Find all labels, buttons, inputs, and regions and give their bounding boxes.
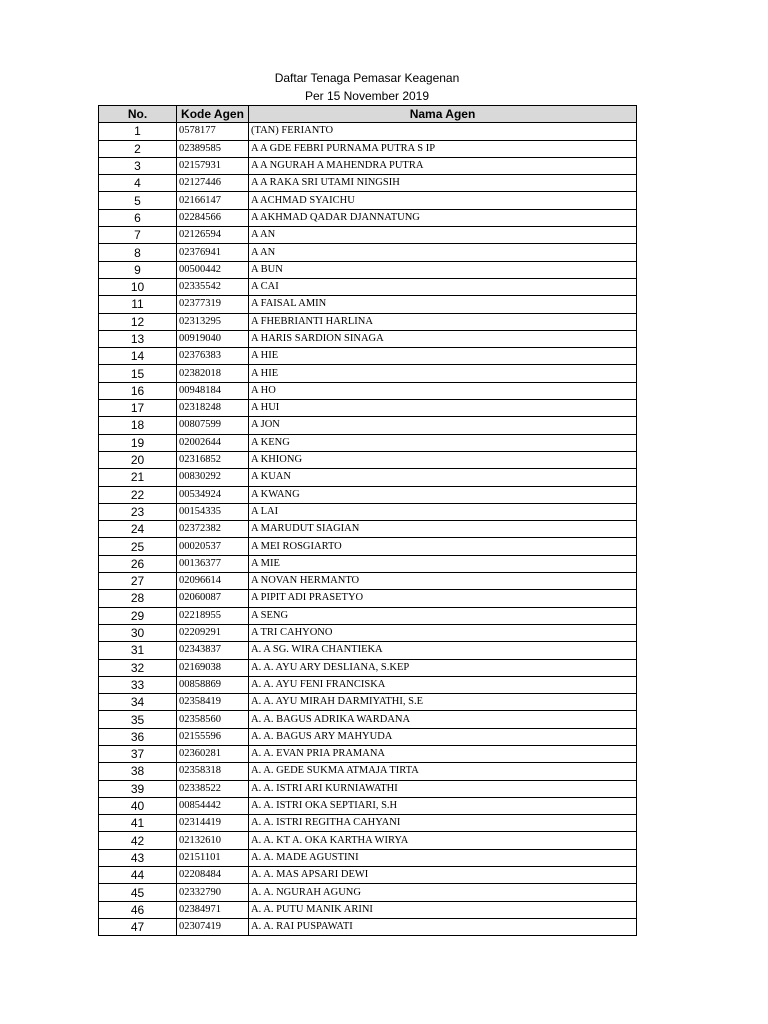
table-row bbox=[99, 503, 637, 520]
cell-nama-agen: A HIE bbox=[249, 348, 637, 365]
cell-no: 44 bbox=[99, 867, 177, 884]
cell-nama-agen: A A RAKA SRI UTAMI NINGSIH bbox=[249, 175, 637, 192]
table-row bbox=[99, 278, 637, 295]
cell-no: 19 bbox=[99, 434, 177, 451]
cell-no: 10 bbox=[99, 278, 177, 295]
cell-nama-agen: A. A. ISTRI REGITHA CAHYANI bbox=[249, 815, 637, 832]
table-row bbox=[99, 901, 637, 918]
cell-kode-agen: 02060087 bbox=[177, 590, 249, 607]
document-title: Daftar Tenaga Pemasar Keagenan bbox=[274, 71, 460, 85]
cell-nama-agen: A NOVAN HERMANTO bbox=[249, 573, 637, 590]
cell-nama-agen: A AN bbox=[249, 227, 637, 244]
header-no: No. bbox=[99, 106, 177, 123]
table-row bbox=[99, 451, 637, 468]
table-row bbox=[99, 192, 637, 209]
table-row bbox=[99, 867, 637, 884]
cell-kode-agen: 02169038 bbox=[177, 659, 249, 676]
table-row bbox=[99, 227, 637, 244]
cell-kode-agen: 02307419 bbox=[177, 918, 249, 935]
cell-kode-agen: 02002644 bbox=[177, 434, 249, 451]
cell-nama-agen: A SENG bbox=[249, 607, 637, 624]
cell-no: 46 bbox=[99, 901, 177, 918]
table-row bbox=[99, 763, 637, 780]
cell-nama-agen: A BUN bbox=[249, 261, 637, 278]
cell-no: 31 bbox=[99, 642, 177, 659]
cell-kode-agen: 02376941 bbox=[177, 244, 249, 261]
cell-nama-agen: A. A. BAGUS ARY MAHYUDA bbox=[249, 728, 637, 745]
cell-no: 45 bbox=[99, 884, 177, 901]
cell-nama-agen: A KHIONG bbox=[249, 451, 637, 468]
cell-no: 16 bbox=[99, 382, 177, 399]
cell-kode-agen: 00830292 bbox=[177, 469, 249, 486]
table-row bbox=[99, 832, 637, 849]
cell-nama-agen: A A GDE FEBRI PURNAMA PUTRA S IP bbox=[249, 140, 637, 157]
cell-kode-agen: 02358419 bbox=[177, 694, 249, 711]
cell-nama-agen: A MEI ROSGIARTO bbox=[249, 538, 637, 555]
table-row bbox=[99, 728, 637, 745]
cell-no: 23 bbox=[99, 503, 177, 520]
cell-kode-agen: 00858869 bbox=[177, 676, 249, 693]
table-row bbox=[99, 123, 637, 140]
table-row bbox=[99, 624, 637, 641]
cell-no: 7 bbox=[99, 227, 177, 244]
cell-no: 34 bbox=[99, 694, 177, 711]
cell-kode-agen: 02358318 bbox=[177, 763, 249, 780]
cell-no: 15 bbox=[99, 365, 177, 382]
table-row bbox=[99, 694, 637, 711]
cell-nama-agen: A. A. ISTRI ARI KURNIAWATHI bbox=[249, 780, 637, 797]
table-row bbox=[99, 365, 637, 382]
table-row bbox=[99, 157, 637, 174]
cell-no: 47 bbox=[99, 918, 177, 935]
cell-kode-agen: 02284566 bbox=[177, 209, 249, 226]
table-row bbox=[99, 313, 637, 330]
cell-nama-agen: A. A. NGURAH AGUNG bbox=[249, 884, 637, 901]
table-row bbox=[99, 486, 637, 503]
cell-kode-agen: 00854442 bbox=[177, 797, 249, 814]
cell-no: 9 bbox=[99, 261, 177, 278]
table-row bbox=[99, 175, 637, 192]
cell-no: 2 bbox=[99, 140, 177, 157]
cell-kode-agen: 00919040 bbox=[177, 330, 249, 347]
cell-nama-agen: A AN bbox=[249, 244, 637, 261]
cell-no: 4 bbox=[99, 175, 177, 192]
cell-no: 3 bbox=[99, 157, 177, 174]
cell-kode-agen: 02096614 bbox=[177, 573, 249, 590]
cell-no: 11 bbox=[99, 296, 177, 313]
cell-nama-agen: A HIE bbox=[249, 365, 637, 382]
cell-kode-agen: 00534924 bbox=[177, 486, 249, 503]
cell-kode-agen: 02332790 bbox=[177, 884, 249, 901]
table-row bbox=[99, 348, 637, 365]
table-row bbox=[99, 676, 637, 693]
cell-nama-agen: A ACHMAD SYAICHU bbox=[249, 192, 637, 209]
cell-kode-agen: 02377319 bbox=[177, 296, 249, 313]
cell-no: 27 bbox=[99, 573, 177, 590]
cell-kode-agen: 00154335 bbox=[177, 503, 249, 520]
cell-no: 43 bbox=[99, 849, 177, 866]
cell-no: 8 bbox=[99, 244, 177, 261]
table-row bbox=[99, 140, 637, 157]
cell-kode-agen: 00500442 bbox=[177, 261, 249, 278]
cell-no: 36 bbox=[99, 728, 177, 745]
table-row bbox=[99, 849, 637, 866]
cell-kode-agen: 00948184 bbox=[177, 382, 249, 399]
cell-nama-agen: A MARUDUT SIAGIAN bbox=[249, 521, 637, 538]
cell-nama-agen: A TRI CAHYONO bbox=[249, 624, 637, 641]
table-row bbox=[99, 521, 637, 538]
cell-nama-agen: A. A. KT A. OKA KARTHA WIRYA bbox=[249, 832, 637, 849]
cell-no: 14 bbox=[99, 348, 177, 365]
table-row bbox=[99, 607, 637, 624]
cell-nama-agen: (TAN) FERIANTO bbox=[249, 123, 637, 140]
cell-nama-agen: A LAI bbox=[249, 503, 637, 520]
cell-no: 22 bbox=[99, 486, 177, 503]
cell-nama-agen: A. A. EVAN PRIA PRAMANA bbox=[249, 745, 637, 762]
cell-kode-agen: 02338522 bbox=[177, 780, 249, 797]
cell-nama-agen: A AKHMAD QADAR DJANNATUNG bbox=[249, 209, 637, 226]
cell-nama-agen: A. A. MADE AGUSTINI bbox=[249, 849, 637, 866]
cell-no: 17 bbox=[99, 400, 177, 417]
cell-kode-agen: 02151101 bbox=[177, 849, 249, 866]
cell-no: 29 bbox=[99, 607, 177, 624]
cell-no: 1 bbox=[99, 123, 177, 140]
cell-no: 35 bbox=[99, 711, 177, 728]
cell-nama-agen: A A NGURAH A MAHENDRA PUTRA bbox=[249, 157, 637, 174]
cell-kode-agen: 02157931 bbox=[177, 157, 249, 174]
cell-nama-agen: A. A. MAS APSARI DEWI bbox=[249, 867, 637, 884]
cell-kode-agen: 02343837 bbox=[177, 642, 249, 659]
cell-nama-agen: A. A. ISTRI OKA SEPTIARI, S.H bbox=[249, 797, 637, 814]
table-row bbox=[99, 555, 637, 572]
table-row bbox=[99, 434, 637, 451]
cell-nama-agen: A HUI bbox=[249, 400, 637, 417]
cell-kode-agen: 00020537 bbox=[177, 538, 249, 555]
cell-nama-agen: A MIE bbox=[249, 555, 637, 572]
table-row bbox=[99, 400, 637, 417]
cell-kode-agen: 02127446 bbox=[177, 175, 249, 192]
cell-no: 37 bbox=[99, 745, 177, 762]
table-row bbox=[99, 469, 637, 486]
cell-nama-agen: A KUAN bbox=[249, 469, 637, 486]
cell-no: 42 bbox=[99, 832, 177, 849]
cell-no: 40 bbox=[99, 797, 177, 814]
cell-no: 6 bbox=[99, 209, 177, 226]
table-row bbox=[99, 590, 637, 607]
cell-no: 5 bbox=[99, 192, 177, 209]
table-row bbox=[99, 382, 637, 399]
cell-no: 25 bbox=[99, 538, 177, 555]
cell-nama-agen: A. A. GEDE SUKMA ATMAJA TIRTA bbox=[249, 763, 637, 780]
cell-kode-agen: 02218955 bbox=[177, 607, 249, 624]
cell-no: 12 bbox=[99, 313, 177, 330]
table-row bbox=[99, 417, 637, 434]
cell-nama-agen: A. A. AYU ARY DESLIANA, S.KEP bbox=[249, 659, 637, 676]
table-header-row bbox=[99, 106, 637, 123]
agent-table bbox=[98, 105, 637, 936]
cell-kode-agen: 02132610 bbox=[177, 832, 249, 849]
cell-kode-agen: 0578177 bbox=[177, 123, 249, 140]
header-kode-agen: Kode Agen bbox=[177, 106, 249, 123]
cell-kode-agen: 00807599 bbox=[177, 417, 249, 434]
table-row bbox=[99, 209, 637, 226]
table-row bbox=[99, 659, 637, 676]
cell-kode-agen: 02384971 bbox=[177, 901, 249, 918]
table-row bbox=[99, 815, 637, 832]
cell-nama-agen: A HO bbox=[249, 382, 637, 399]
cell-no: 13 bbox=[99, 330, 177, 347]
cell-kode-agen: 02382018 bbox=[177, 365, 249, 382]
cell-nama-agen: A CAI bbox=[249, 278, 637, 295]
cell-nama-agen: A KWANG bbox=[249, 486, 637, 503]
cell-nama-agen: A. A. BAGUS ADRIKA WARDANA bbox=[249, 711, 637, 728]
table-row bbox=[99, 780, 637, 797]
table-row bbox=[99, 711, 637, 728]
cell-nama-agen: A. A. PUTU MANIK ARINI bbox=[249, 901, 637, 918]
cell-kode-agen: 02126594 bbox=[177, 227, 249, 244]
cell-kode-agen: 02208484 bbox=[177, 867, 249, 884]
table-row bbox=[99, 573, 637, 590]
header-nama-agen: Nama Agen bbox=[249, 106, 637, 123]
agent-table-body bbox=[99, 123, 637, 936]
cell-nama-agen: A FAISAL AMIN bbox=[249, 296, 637, 313]
cell-kode-agen: 02360281 bbox=[177, 745, 249, 762]
cell-no: 30 bbox=[99, 624, 177, 641]
cell-kode-agen: 02335542 bbox=[177, 278, 249, 295]
table-row bbox=[99, 330, 637, 347]
cell-nama-agen: A. A. AYU MIRAH DARMIYATHI, S.E bbox=[249, 694, 637, 711]
cell-kode-agen: 02166147 bbox=[177, 192, 249, 209]
cell-no: 26 bbox=[99, 555, 177, 572]
cell-no: 18 bbox=[99, 417, 177, 434]
table-row bbox=[99, 296, 637, 313]
table-row bbox=[99, 884, 637, 901]
cell-nama-agen: A KENG bbox=[249, 434, 637, 451]
cell-nama-agen: A JON bbox=[249, 417, 637, 434]
cell-no: 41 bbox=[99, 815, 177, 832]
cell-nama-agen: A HARIS SARDION SINAGA bbox=[249, 330, 637, 347]
cell-nama-agen: A PIPIT ADI PRASETYO bbox=[249, 590, 637, 607]
table-row bbox=[99, 797, 637, 814]
cell-kode-agen: 02389585 bbox=[177, 140, 249, 157]
table-row bbox=[99, 261, 637, 278]
cell-nama-agen: A. A. AYU FENI FRANCISKA bbox=[249, 676, 637, 693]
table-row bbox=[99, 918, 637, 935]
table-row bbox=[99, 244, 637, 261]
document-subtitle-date: Per 15 November 2019 bbox=[304, 89, 430, 103]
cell-kode-agen: 02318248 bbox=[177, 400, 249, 417]
cell-nama-agen: A. A. RAI PUSPAWATI bbox=[249, 918, 637, 935]
cell-nama-agen: A FHEBRIANTI HARLINA bbox=[249, 313, 637, 330]
cell-kode-agen: 02376383 bbox=[177, 348, 249, 365]
cell-no: 28 bbox=[99, 590, 177, 607]
table-row bbox=[99, 745, 637, 762]
cell-kode-agen: 02313295 bbox=[177, 313, 249, 330]
cell-kode-agen: 02316852 bbox=[177, 451, 249, 468]
cell-no: 39 bbox=[99, 780, 177, 797]
table-row bbox=[99, 538, 637, 555]
cell-kode-agen: 02372382 bbox=[177, 521, 249, 538]
cell-no: 32 bbox=[99, 659, 177, 676]
cell-no: 21 bbox=[99, 469, 177, 486]
cell-nama-agen: A. A SG. WIRA CHANTIEKA bbox=[249, 642, 637, 659]
cell-kode-agen: 02209291 bbox=[177, 624, 249, 641]
cell-no: 20 bbox=[99, 451, 177, 468]
cell-kode-agen: 02358560 bbox=[177, 711, 249, 728]
cell-kode-agen: 02314419 bbox=[177, 815, 249, 832]
table-row bbox=[99, 642, 637, 659]
cell-kode-agen: 02155596 bbox=[177, 728, 249, 745]
cell-no: 33 bbox=[99, 676, 177, 693]
cell-no: 24 bbox=[99, 521, 177, 538]
cell-no: 38 bbox=[99, 763, 177, 780]
cell-kode-agen: 00136377 bbox=[177, 555, 249, 572]
